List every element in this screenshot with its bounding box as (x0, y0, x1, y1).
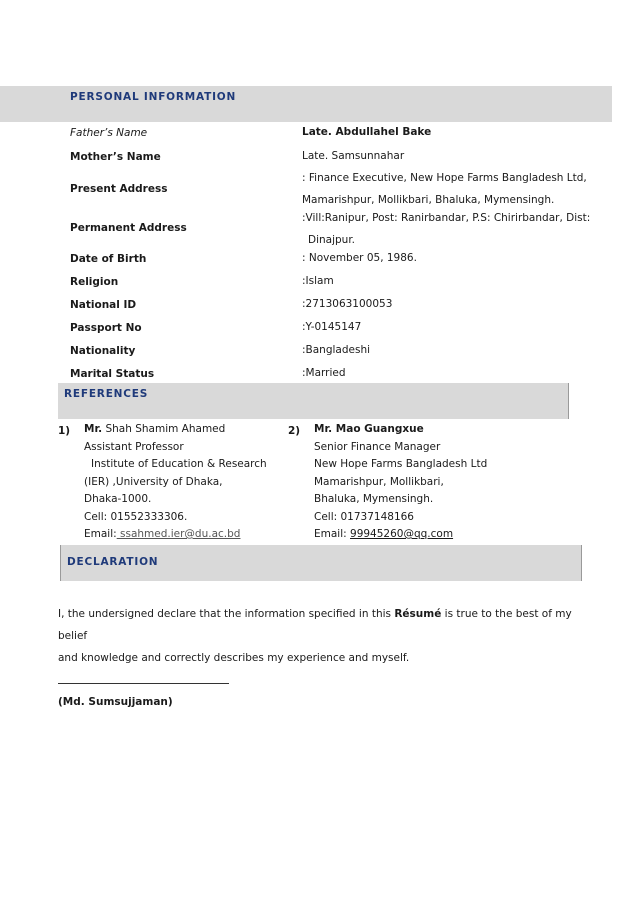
reference-2-name-line (314, 421, 487, 439)
nationality-value: :Bangladeshi (302, 344, 371, 356)
reference-1-email-label: Email: (84, 528, 117, 540)
reference-2-line: New Hope Farms Bangladesh Ltd (314, 458, 488, 470)
permanent-address-label: Permanent Address (70, 222, 187, 234)
signature-name: (Md. Sumsujjaman) (58, 696, 173, 708)
national-id-label: National ID (70, 299, 137, 311)
declaration-band-right-border (581, 545, 582, 581)
reference-2-prefix: Mr. (314, 423, 333, 435)
present-address-line-2: Mamarishpur, Mollikbari, Bhaluka, Mymensingh. (302, 194, 555, 206)
declaration-text-start: I, the undersigned declare that the information specified in this (58, 608, 395, 620)
reference-2-email-label: Email: (314, 528, 351, 540)
declaration-band-left-border (60, 545, 61, 581)
declaration-text-end: is true to the best of my belief (58, 608, 572, 642)
marital-status-value: :Married (302, 367, 346, 379)
personal-info-title: PERSONAL INFORMATION (70, 91, 237, 103)
father-name-value: Late. Abdullahel Bake (302, 126, 432, 138)
reference-1 (84, 421, 267, 544)
reference-1-number: 1) (58, 425, 71, 437)
signature-line (58, 683, 229, 684)
reference-2-email-link[interactable]: 99945260@qq.com (350, 528, 454, 540)
reference-1-line: Assistant Professor (84, 440, 184, 453)
reference-2-line: Mamarishpur, Mollikbari, (314, 475, 444, 488)
reference-2-line: Cell: 01737148166 (314, 510, 414, 523)
references-title: REFERENCES (64, 388, 149, 400)
marital-status-label: Marital Status (70, 368, 155, 380)
father-name-label: Father’s Name (70, 127, 148, 139)
reference-2-line: Senior Finance Manager (314, 440, 441, 453)
mother-name-label: Mother’s Name (70, 151, 161, 163)
reference-1-email-line (84, 526, 267, 544)
declaration-text-line-2: and knowledge and correctly describes my experience and myself. (58, 652, 410, 664)
mother-name-value: Late. Samsunnahar (302, 150, 405, 162)
religion-value: :Islam (302, 275, 334, 287)
reference-1-email-link[interactable]: ssahmed.ier@du.ac.bd (116, 528, 241, 540)
reference-1-line: Dhaka-1000. (84, 493, 152, 505)
declaration-title: DECLARATION (67, 556, 159, 568)
religion-label: Religion (70, 276, 119, 288)
dob-label: Date of Birth (70, 253, 147, 265)
declaration-resume-word: Résumé (394, 608, 442, 620)
reference-2-line: Bhaluka, Mymensingh. (314, 493, 434, 505)
reference-2 (314, 421, 487, 544)
reference-1-name-line (84, 421, 267, 439)
national-id-value: :2713063100053 (302, 298, 393, 310)
permanent-address-line-1: :Vill:Ranipur, Post: Ranirbandar, P.S: Chirirbandar, Dist: (302, 212, 591, 224)
dob-value: : November 05, 1986. (302, 252, 417, 264)
present-address-line-1: : Finance Executive, New Hope Farms Bangladesh Ltd, (302, 172, 587, 184)
reference-1-line: (IER) ,University of Dhaka, (84, 475, 223, 488)
reference-2-name: Mao Guangxue (332, 423, 424, 435)
reference-1-name: Shah Shamim Ahamed (102, 423, 226, 435)
passport-value: :Y-0145147 (302, 321, 362, 333)
present-address-label: Present Address (70, 183, 168, 195)
reference-1-prefix: Mr. (84, 423, 103, 435)
permanent-address-line-2: Dinajpur. (308, 234, 356, 246)
reference-1-line: Institute of Education & Research (91, 458, 267, 470)
reference-1-line: Cell: 01552333306. (84, 510, 188, 523)
declaration-text (58, 603, 598, 669)
reference-2-number: 2) (288, 425, 301, 437)
references-band-right-border (568, 383, 569, 419)
nationality-label: Nationality (70, 345, 136, 357)
passport-label: Passport No (70, 322, 142, 334)
reference-2-email-line (314, 526, 487, 544)
